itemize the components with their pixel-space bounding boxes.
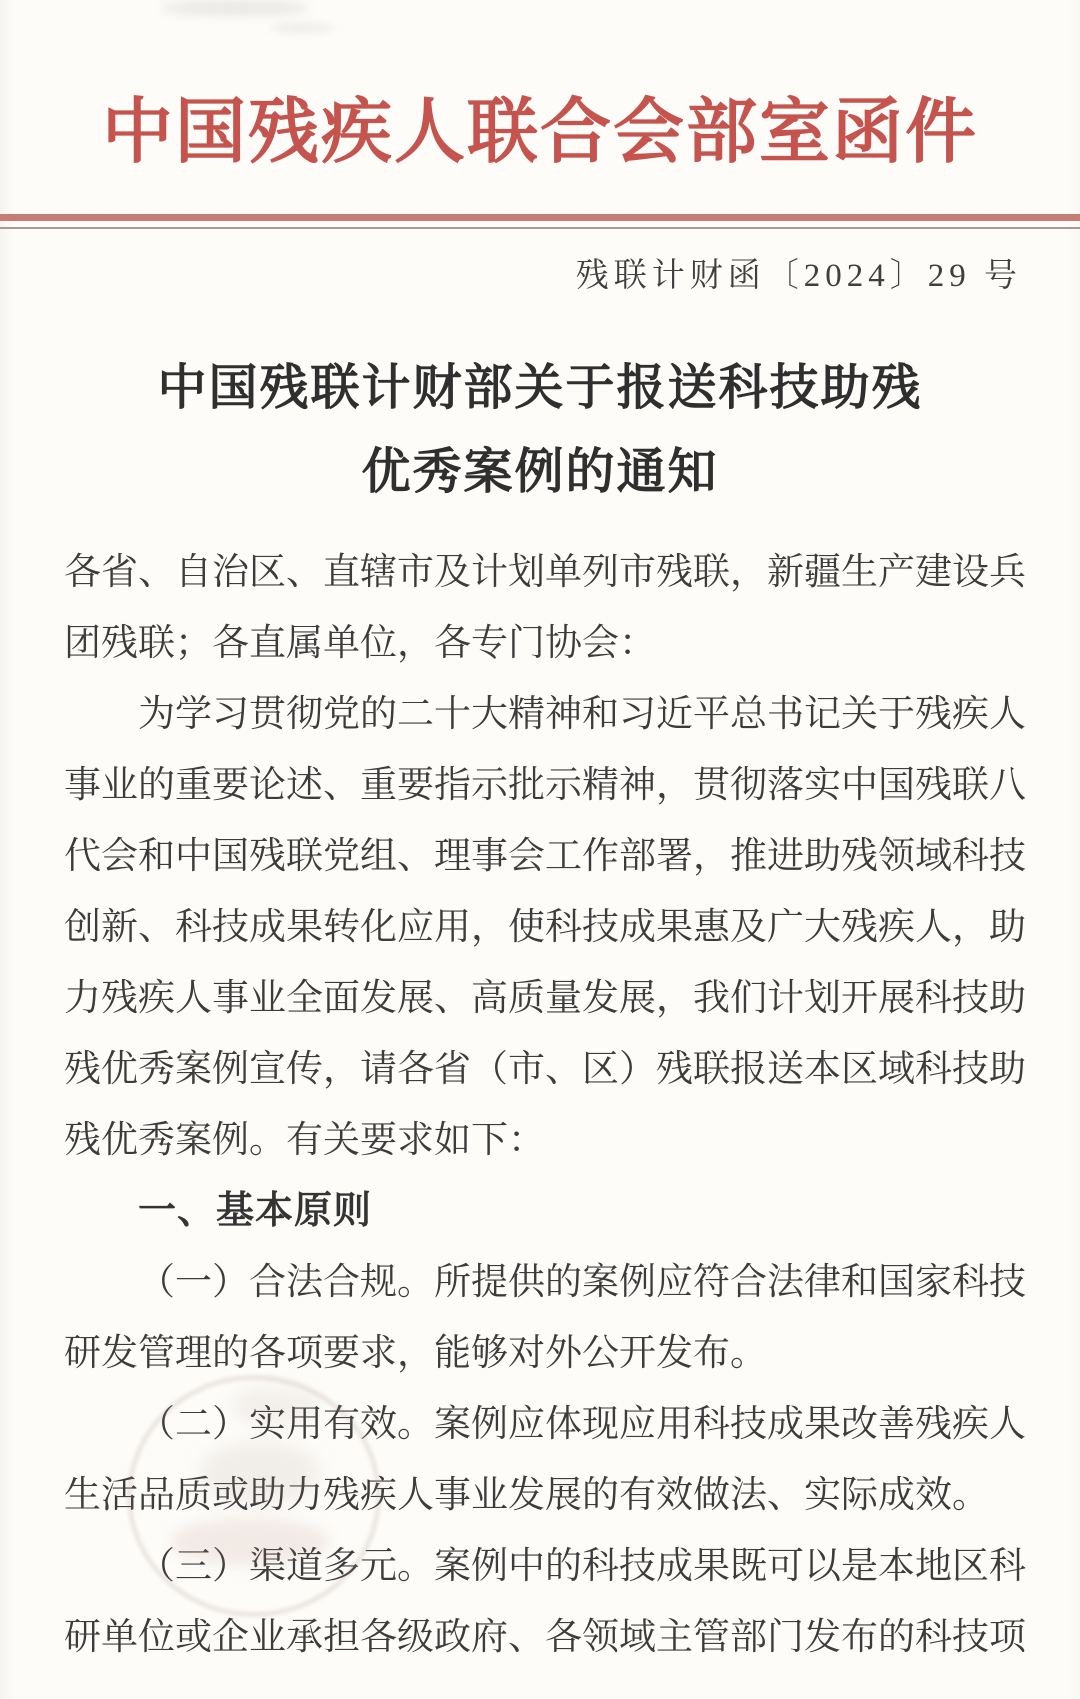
body-line: 代会和中国残联党组、理事会工作部署，推进助残领域科技 <box>64 836 1026 877</box>
heading-basic-principles: 一、基本原则 <box>138 1190 373 1232</box>
body-line: （一）合法合规。所提供的案例应符合法律和国家科技 <box>138 1262 1026 1303</box>
document-title <box>0 346 1080 514</box>
body-line: 残优秀案例。有关要求如下： <box>64 1120 545 1161</box>
header-divider-thick <box>0 214 1080 221</box>
body-line: 各省、自治区、直辖市及计划单列市残联，新疆生产建设兵 <box>64 552 1026 593</box>
scan-smudge <box>270 22 334 34</box>
body-line: 为学习贯彻党的二十大精神和习近平总书记关于残疾人 <box>138 694 1026 735</box>
document-number: 残联计财函〔2024〕29 号 <box>575 258 1022 294</box>
document-title-line2: 优秀案例的通知 <box>361 444 719 499</box>
body-line: 研发管理的各项要求，能够对外公开发布。 <box>64 1333 767 1374</box>
body-line: （二）实用有效。案例应体现应用科技成果改善残疾人 <box>138 1404 1026 1445</box>
letterhead-title: 中国残疾人联合会部室函件 <box>101 94 978 172</box>
seal-watermark-smudge <box>200 1442 320 1504</box>
body-line: 团残联；各直属单位，各专门协会： <box>64 623 656 664</box>
body-line: 研单位或企业承担各级政府、各领域主管部门发布的科技项 <box>64 1617 1026 1658</box>
document-title-line1: 中国残联计财部关于报送科技助残 <box>157 360 923 415</box>
body-line: 事业的重要论述、重要指示批示精神，贯彻落实中国残联八 <box>64 765 1026 806</box>
seal-watermark-smudge <box>230 1386 320 1426</box>
header-divider-thin <box>0 227 1080 229</box>
body-line: 生活品质或助力残疾人事业发展的有效做法、实际成效。 <box>64 1475 989 1516</box>
scan-smudge <box>160 0 310 16</box>
body-line: 创新、科技成果转化应用，使科技成果惠及广大残疾人，助 <box>64 907 1026 948</box>
body-line: 力残疾人事业全面发展、高质量发展，我们计划开展科技助 <box>64 978 1026 1019</box>
seal-watermark-smudge <box>170 1518 330 1566</box>
body-line: （三）渠道多元。案例中的科技成果既可以是本地区科 <box>138 1546 1026 1587</box>
body-line: 残优秀案例宣传，请各省（市、区）残联报送本区域科技助 <box>64 1049 1026 1090</box>
